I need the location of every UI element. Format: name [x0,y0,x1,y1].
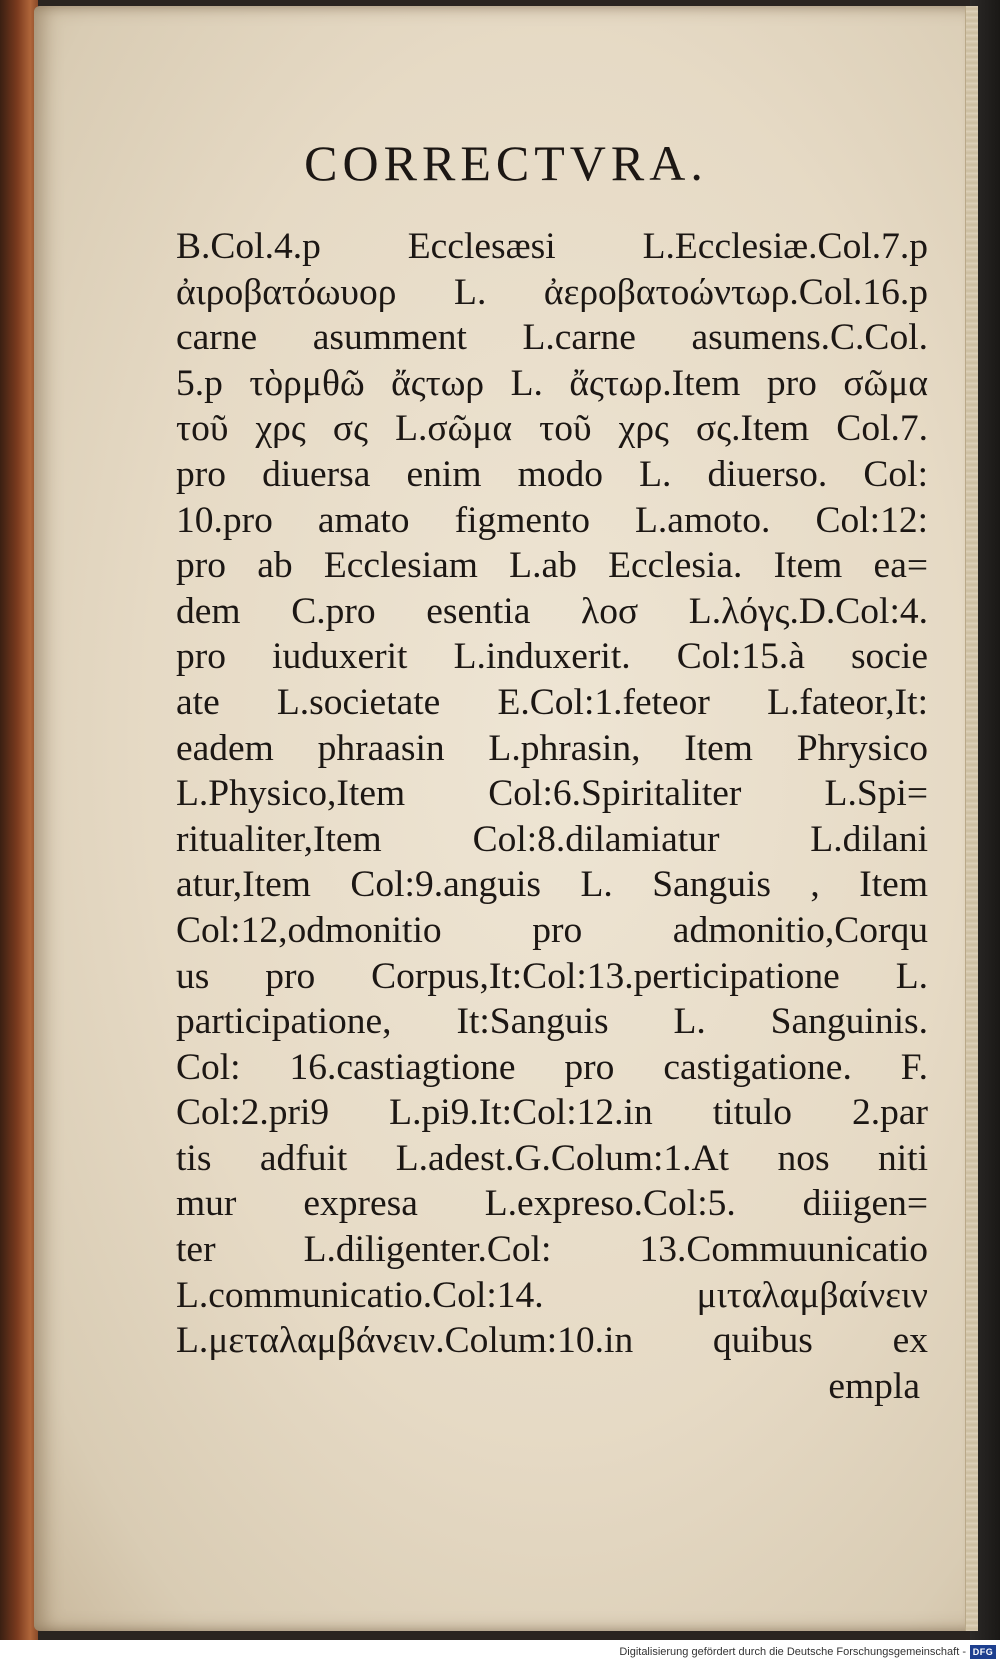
text-line: carne asumment L.carne asumens.C.Col. [176,317,928,359]
text-line: ἀιροβατόωυορ L. ἀεροβατοώντωρ.Col.16.p [176,271,928,313]
text-line: dem C.pro esentia λοσ L.λόγς.D.Col:4. [176,590,928,632]
book-cover-left-edge [0,0,38,1640]
errata-text-block [176,224,928,1409]
page-title: CORRECTVRA. [304,135,708,191]
text-line: Col:2.pri9 L.pi9.It:Col:12.in titulo 2.par [176,1092,928,1134]
text-line: pro ab Ecclesiam L.ab Ecclesia. Item ea= [176,545,928,587]
text-line: eadem phraasin L.phrasin, Item Phrysico [176,727,928,769]
dfg-logo[interactable]: DFG [970,1645,996,1659]
text-line: participatione, It:Sanguis L. Sanguinis. [176,1001,928,1043]
paper-page [34,6,978,1631]
text-line: ate L.societate E.Col:1.feteor L.fateor,It: [176,681,928,723]
text-line: Col:12,odmonitio pro admonitio,Corqu [176,909,928,951]
text-line: tis adfuit L.adest.G.Colum:1.At nos niti [176,1137,928,1179]
digitization-footer [0,1640,1000,1665]
text-line: Col: 16.castiagtione pro castigatione. F. [176,1046,928,1088]
text-line: 10.pro amato figmento L.amoto. Col:12: [176,499,928,541]
text-line: L.Physico,Item Col:6.Spiritaliter L.Spi= [176,773,928,815]
text-line: ter L.diligenter.Col: 13.Commuunicatio [176,1229,928,1271]
text-line: τοῦ χρς σς L.σῶμα τοῦ χρς σς.Item Col.7. [176,408,928,450]
text-line: L.μεταλαμβάνειν.Colum:10.in quibus ex [176,1320,928,1362]
text-line: pro diuersa enim modo L. diuerso. Col: [176,453,928,495]
text-line: ritualiter,Item Col:8.dilamiatur L.dilani [176,818,928,860]
text-line: mur expresa L.expreso.Col:5. diiigen= [176,1183,928,1225]
text-line: L.communicatio.Col:14. μιταλαμβαίνειν [176,1274,928,1316]
text-line: 5.p τὸρμθῶ ἄςτωρ L. ἄςτωρ.Item pro σῶμα [176,362,928,404]
text-line: B.Col.4.p Ecclesæsi L.Ecclesiæ.Col.7.p [176,226,928,267]
text-line: pro iuduxerit L.induxerit. Col:15.à socie [176,636,928,678]
page-edge-stack [965,6,978,1631]
text-line: atur,Item Col:9.anguis L. Sanguis , Item [176,864,928,906]
text-line: us pro Corpus,It:Col:13.perticipatione L. [176,955,928,997]
catchword: empla [828,1365,920,1407]
funding-credit: Digitalisierung gefördert durch die Deutsche Forschungsgemeinschaft - [619,1646,966,1658]
